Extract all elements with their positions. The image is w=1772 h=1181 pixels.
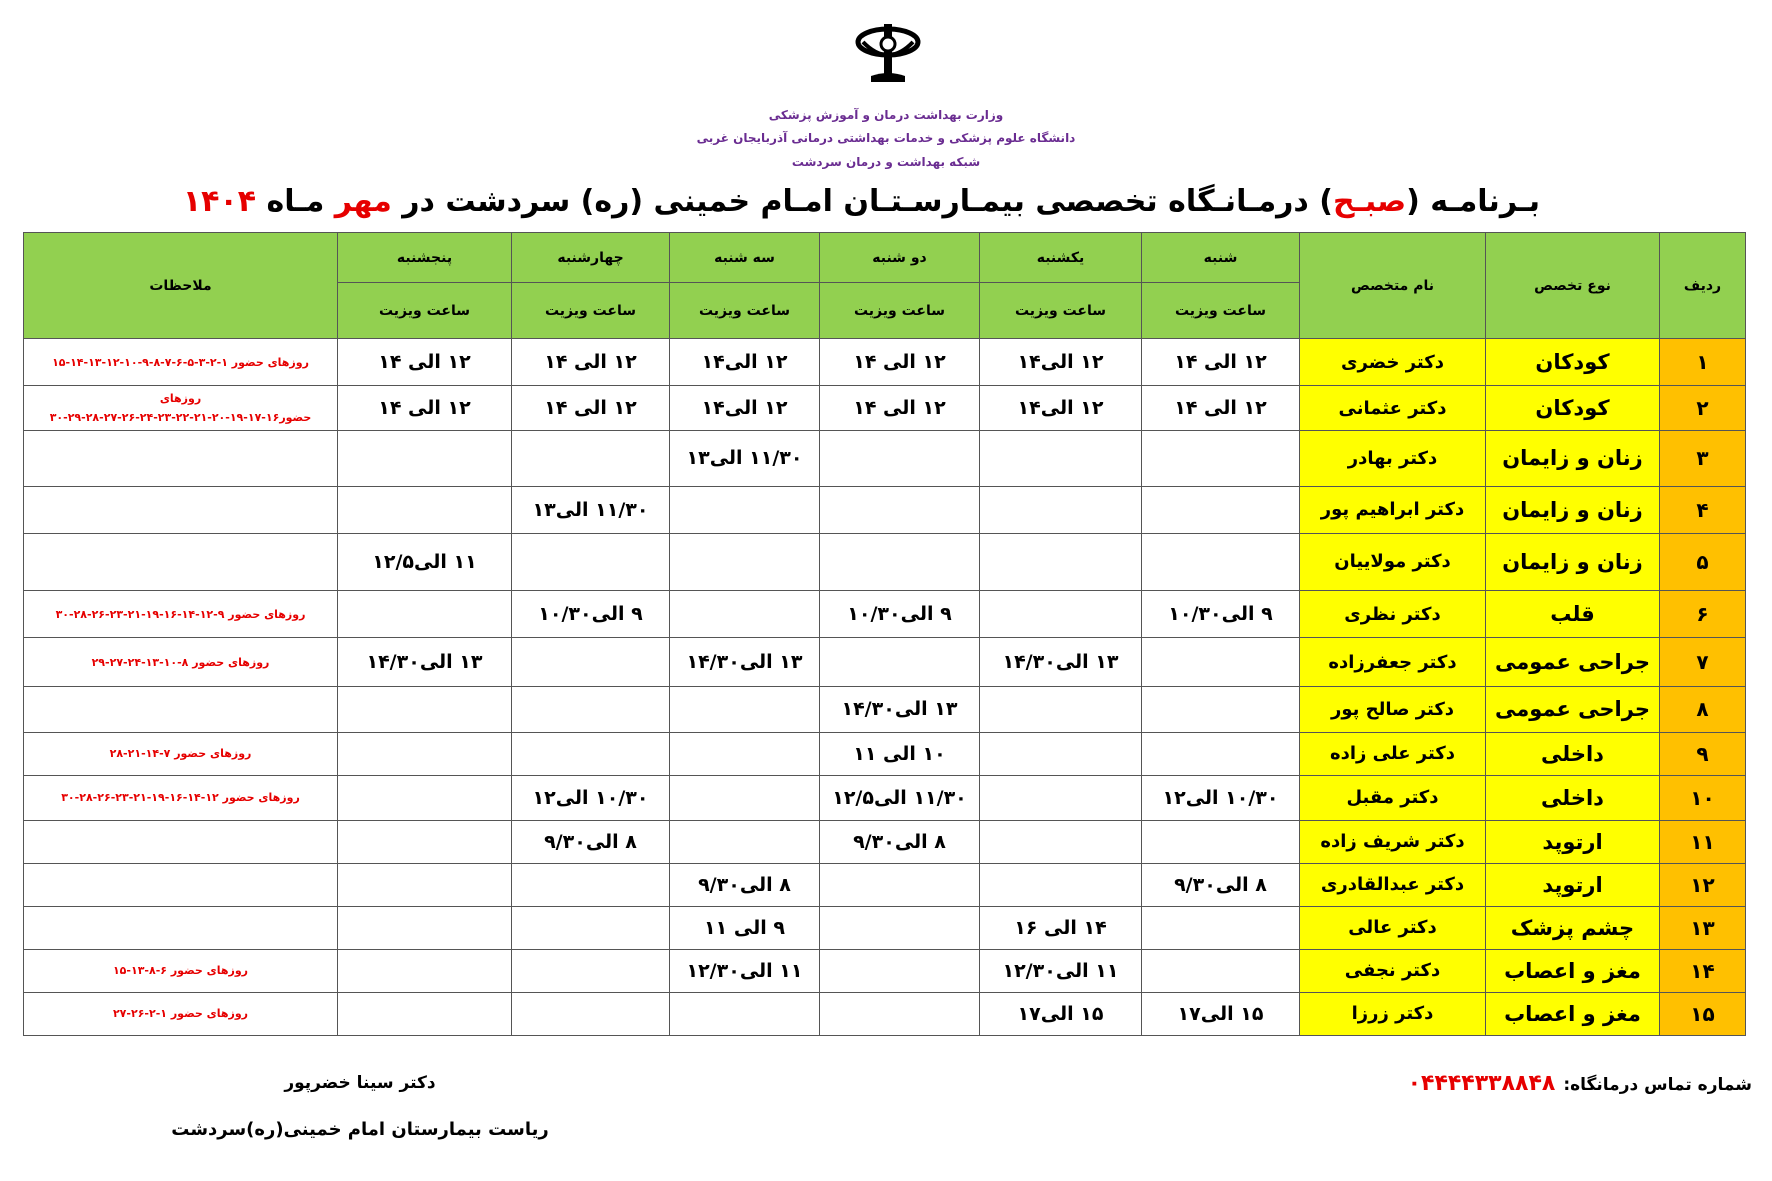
specialty-cell: جراحی عمومی	[1486, 638, 1660, 687]
visit-time-cell	[820, 533, 980, 590]
visit-time-cell	[980, 687, 1142, 732]
visit-time-cell	[512, 949, 670, 992]
visit-time-cell	[670, 486, 820, 533]
specialty-cell: زنان و زایمان	[1486, 533, 1660, 590]
visit-time-cell: ۱۱ الی۱۲/۳۰	[980, 949, 1142, 992]
table-row	[24, 486, 1746, 533]
schedule-table	[23, 232, 1746, 1036]
specialty-cell: چشم پزشک	[1486, 906, 1660, 949]
visit-time-cell	[1142, 533, 1300, 590]
visit-time-cell: ۹ الی ۱۱	[670, 906, 820, 949]
visit-time-cell	[338, 949, 512, 992]
visit-time-cell	[1142, 687, 1300, 732]
table-row	[24, 533, 1746, 590]
table-row	[24, 820, 1746, 863]
visit-time-cell: ۹ الی۱۰/۳۰	[820, 591, 980, 638]
doctor-name-cell: دکتر صالح پور	[1300, 687, 1486, 732]
notes-cell: روزهای حضور ۱-۲-۲۶-۲۷	[24, 992, 338, 1035]
contact-phone: ۰۴۴۴۴۳۳۸۸۴۸	[1407, 1071, 1556, 1096]
visit-time-cell: ۹ الی۱۰/۳۰	[1142, 591, 1300, 638]
visit-time-cell: ۱۰/۳۰ الی۱۲	[1142, 775, 1300, 820]
header-notes: ملاحظات	[24, 233, 338, 339]
visit-time-cell	[512, 687, 670, 732]
header-day: یکشنبه	[980, 233, 1142, 283]
row-number: ۱۴	[1660, 949, 1746, 992]
doctor-name-cell: دکتر مولاییان	[1300, 533, 1486, 590]
visit-time-cell	[338, 431, 512, 486]
header-visit-time: ساعت ویزیت	[338, 283, 512, 339]
row-number: ۳	[1660, 431, 1746, 486]
visit-time-cell	[670, 775, 820, 820]
table-row	[24, 775, 1746, 820]
notes-cell: روزهای حضور ۸-۱۰-۱۳-۲۴-۲۷-۲۹	[24, 638, 338, 687]
specialty-cell: داخلی	[1486, 732, 1660, 775]
table-row	[24, 638, 1746, 687]
visit-time-cell	[338, 732, 512, 775]
visit-time-cell	[1142, 820, 1300, 863]
specialty-cell: مغز و اعصاب	[1486, 992, 1660, 1035]
visit-time-cell	[1142, 638, 1300, 687]
specialty-cell: کودکان	[1486, 386, 1660, 431]
visit-time-cell	[980, 591, 1142, 638]
visit-time-cell: ۱۲ الی۱۴	[980, 386, 1142, 431]
visit-time-cell: ۱۲ الی ۱۴	[512, 339, 670, 386]
header-day: چهارشنبه	[512, 233, 670, 283]
visit-time-cell: ۱۲ الی ۱۴	[512, 386, 670, 431]
visit-time-cell	[1142, 486, 1300, 533]
table-row	[24, 732, 1746, 775]
visit-time-cell	[512, 732, 670, 775]
visit-time-cell	[980, 533, 1142, 590]
ministry-emblem-logo	[853, 20, 923, 86]
table-row	[24, 687, 1746, 732]
visit-time-cell: ۱۱/۳۰ الی۱۲/۵	[820, 775, 980, 820]
doctor-name-cell: دکتر ابراهیم پور	[1300, 486, 1486, 533]
header-day: دو شنبه	[820, 233, 980, 283]
doctor-name-cell: دکتر نجفی	[1300, 949, 1486, 992]
visit-time-cell	[512, 906, 670, 949]
table-row	[24, 386, 1746, 431]
header-visit-time: ساعت ویزیت	[980, 283, 1142, 339]
visit-time-cell: ۱۲ الی ۱۴	[338, 339, 512, 386]
header-day: سه شنبه	[670, 233, 820, 283]
visit-time-cell	[1142, 732, 1300, 775]
visit-time-cell: ۱۱/۳۰ الی۱۳	[670, 431, 820, 486]
visit-time-cell	[820, 906, 980, 949]
notes-cell	[24, 863, 338, 906]
visit-time-cell: ۱۲ الی ۱۴	[820, 386, 980, 431]
visit-time-cell: ۸ الی۹/۳۰	[1142, 863, 1300, 906]
visit-time-cell: ۸ الی۹/۳۰	[670, 863, 820, 906]
notes-cell	[24, 486, 338, 533]
visit-time-cell: ۱۳ الی۱۴/۳۰	[670, 638, 820, 687]
visit-time-cell: ۱۲ الی۱۴	[670, 339, 820, 386]
doctor-name-cell: دکتر بهادر	[1300, 431, 1486, 486]
table-row	[24, 992, 1746, 1035]
specialty-cell: جراحی عمومی	[1486, 687, 1660, 732]
visit-time-cell	[512, 431, 670, 486]
visit-time-cell: ۱۰ الی ۱۱	[820, 732, 980, 775]
visit-time-cell	[338, 687, 512, 732]
visit-time-cell: ۱۱ الی۱۲/۵	[338, 533, 512, 590]
visit-time-cell	[980, 431, 1142, 486]
visit-time-cell: ۹ الی۱۰/۳۰	[512, 591, 670, 638]
doctor-name-cell: دکتر علی زاده	[1300, 732, 1486, 775]
specialty-cell: ارتوپد	[1486, 820, 1660, 863]
row-number: ۸	[1660, 687, 1746, 732]
specialty-cell: زنان و زایمان	[1486, 431, 1660, 486]
visit-time-cell	[512, 992, 670, 1035]
visit-time-cell	[820, 486, 980, 533]
visit-time-cell: ۱۲ الی ۱۴	[338, 386, 512, 431]
doctor-name-cell: دکتر عبدالقادری	[1300, 863, 1486, 906]
header-visit-time: ساعت ویزیت	[512, 283, 670, 339]
header-row-num: ردیف	[1660, 233, 1746, 339]
signature-title: ریاست بیمارستان امام خمینی(ره)سردشت	[171, 1119, 549, 1140]
row-number: ۱	[1660, 339, 1746, 386]
notes-cell	[24, 820, 338, 863]
page-title: بـرنامـه (صبـح) درمـانـگاه تخصصی بیمـارسـتـان امـام خمینی (ره) سردشت در مهر مـاه ۱۴۰۴	[182, 184, 1540, 219]
visit-time-cell	[980, 775, 1142, 820]
visit-time-cell	[338, 486, 512, 533]
visit-time-cell	[512, 533, 670, 590]
header-doctor: نام متخصص	[1300, 233, 1486, 339]
visit-time-cell	[820, 431, 980, 486]
visit-time-cell: ۱۴ الی ۱۶	[980, 906, 1142, 949]
row-number: ۴	[1660, 486, 1746, 533]
visit-time-cell	[670, 732, 820, 775]
visit-time-cell	[820, 638, 980, 687]
visit-time-cell	[670, 820, 820, 863]
visit-time-cell	[512, 863, 670, 906]
visit-time-cell	[1142, 431, 1300, 486]
visit-time-cell: ۱۲ الی۱۴	[670, 386, 820, 431]
ministry-line-1: وزارت بهداشت درمان و آموزش پزشکی	[768, 108, 1004, 122]
row-number: ۱۵	[1660, 992, 1746, 1035]
row-number: ۷	[1660, 638, 1746, 687]
contact-label: شماره تماس درمانگاه:	[1563, 1075, 1752, 1095]
doctor-name-cell: دکتر زرزا	[1300, 992, 1486, 1035]
doctor-name-cell: دکتر جعفرزاده	[1300, 638, 1486, 687]
visit-time-cell	[980, 820, 1142, 863]
visit-time-cell: ۱۱ الی۱۲/۳۰	[670, 949, 820, 992]
visit-time-cell: ۸ الی۹/۳۰	[512, 820, 670, 863]
visit-time-cell	[670, 687, 820, 732]
header-day: شنبه	[1142, 233, 1300, 283]
doctor-name-cell: دکتر عثمانی	[1300, 386, 1486, 431]
notes-cell	[24, 687, 338, 732]
clinic-contact	[1408, 1071, 1752, 1096]
visit-time-cell	[338, 591, 512, 638]
specialty-cell: قلب	[1486, 591, 1660, 638]
visit-time-cell	[512, 638, 670, 687]
notes-cell	[24, 906, 338, 949]
row-number: ۱۱	[1660, 820, 1746, 863]
table-row	[24, 591, 1746, 638]
row-number: ۵	[1660, 533, 1746, 590]
notes-cell: روزهای حضور۱۶-۱۷-۱۹-۲۰-۲۱-۲۲-۲۳-۲۴-۲۶-۲۷-۲۸-۲۹-۳۰	[24, 386, 338, 431]
header-day: پنجشنبه	[338, 233, 512, 283]
visit-time-cell: ۱۲ الی ۱۴	[820, 339, 980, 386]
notes-cell: روزهای حضور ۷-۱۴-۲۱-۲۸	[24, 732, 338, 775]
visit-time-cell: ۱۰/۳۰ الی۱۲	[512, 775, 670, 820]
notes-cell	[24, 431, 338, 486]
notes-cell: روزهای حضور ۶-۸-۱۳-۱۵	[24, 949, 338, 992]
table-row	[24, 339, 1746, 386]
visit-time-cell	[338, 863, 512, 906]
visit-time-cell	[820, 863, 980, 906]
visit-time-cell: ۱۵ الی۱۷	[1142, 992, 1300, 1035]
notes-cell: روزهای حضور ۹-۱۲-۱۴-۱۶-۱۹-۲۱-۲۳-۲۶-۲۸-۳۰	[24, 591, 338, 638]
signature-name: دکتر سینا خضرپور	[284, 1073, 436, 1093]
visit-time-cell	[338, 775, 512, 820]
visit-time-cell	[820, 992, 980, 1035]
doctor-name-cell: دکتر عالی	[1300, 906, 1486, 949]
row-number: ۱۳	[1660, 906, 1746, 949]
row-number: ۹	[1660, 732, 1746, 775]
specialty-cell: مغز و اعصاب	[1486, 949, 1660, 992]
notes-cell: روزهای حضور ۱۲-۱۴-۱۶-۱۹-۲۱-۲۳-۲۶-۲۸-۳۰	[24, 775, 338, 820]
table-row	[24, 949, 1746, 992]
doctor-name-cell: دکتر شریف زاده	[1300, 820, 1486, 863]
visit-time-cell: ۱۳ الی۱۴/۳۰	[820, 687, 980, 732]
visit-time-cell	[670, 992, 820, 1035]
visit-time-cell	[820, 949, 980, 992]
visit-time-cell: ۱۲ الی۱۴	[980, 339, 1142, 386]
table-row	[24, 906, 1746, 949]
row-number: ۱۰	[1660, 775, 1746, 820]
visit-time-cell: ۱۲ الی ۱۴	[1142, 386, 1300, 431]
visit-time-cell	[980, 863, 1142, 906]
row-number: ۶	[1660, 591, 1746, 638]
table-row	[24, 863, 1746, 906]
specialty-cell: داخلی	[1486, 775, 1660, 820]
visit-time-cell: ۱۱/۳۰ الی۱۳	[512, 486, 670, 533]
header-visit-time: ساعت ویزیت	[1142, 283, 1300, 339]
visit-time-cell	[1142, 906, 1300, 949]
visit-time-cell: ۱۲ الی ۱۴	[1142, 339, 1300, 386]
header-visit-time: ساعت ویزیت	[670, 283, 820, 339]
table-row	[24, 431, 1746, 486]
visit-time-cell	[338, 906, 512, 949]
notes-cell: روزهای حضور ۱-۲-۳-۵-۶-۷-۸-۹-۱۰-۱۲-۱۳-۱۴-۱۵	[24, 339, 338, 386]
specialty-cell: کودکان	[1486, 339, 1660, 386]
notes-cell	[24, 533, 338, 590]
visit-time-cell: ۱۳ الی۱۴/۳۰	[980, 638, 1142, 687]
visit-time-cell: ۸ الی۹/۳۰	[820, 820, 980, 863]
visit-time-cell	[338, 820, 512, 863]
header-visit-time: ساعت ویزیت	[820, 283, 980, 339]
ministry-line-2: دانشگاه علوم پزشکی و خدمات بهداشتی درمانی آذربایجان غربی	[696, 131, 1076, 145]
visit-time-cell	[1142, 949, 1300, 992]
visit-time-cell	[670, 591, 820, 638]
doctor-name-cell: دکتر خضری	[1300, 339, 1486, 386]
row-number: ۲	[1660, 386, 1746, 431]
visit-time-cell	[980, 486, 1142, 533]
specialty-cell: ارتوپد	[1486, 863, 1660, 906]
visit-time-cell	[980, 732, 1142, 775]
visit-time-cell	[670, 533, 820, 590]
doctor-name-cell: دکتر نظری	[1300, 591, 1486, 638]
row-number: ۱۲	[1660, 863, 1746, 906]
header-specialty: نوع تخصص	[1486, 233, 1660, 339]
visit-time-cell: ۱۵ الی۱۷	[980, 992, 1142, 1035]
ministry-line-3: شبکه بهداشت و درمان سردشت	[791, 155, 981, 169]
visit-time-cell: ۱۳ الی۱۴/۳۰	[338, 638, 512, 687]
visit-time-cell	[338, 992, 512, 1035]
specialty-cell: زنان و زایمان	[1486, 486, 1660, 533]
doctor-name-cell: دکتر مقبل	[1300, 775, 1486, 820]
